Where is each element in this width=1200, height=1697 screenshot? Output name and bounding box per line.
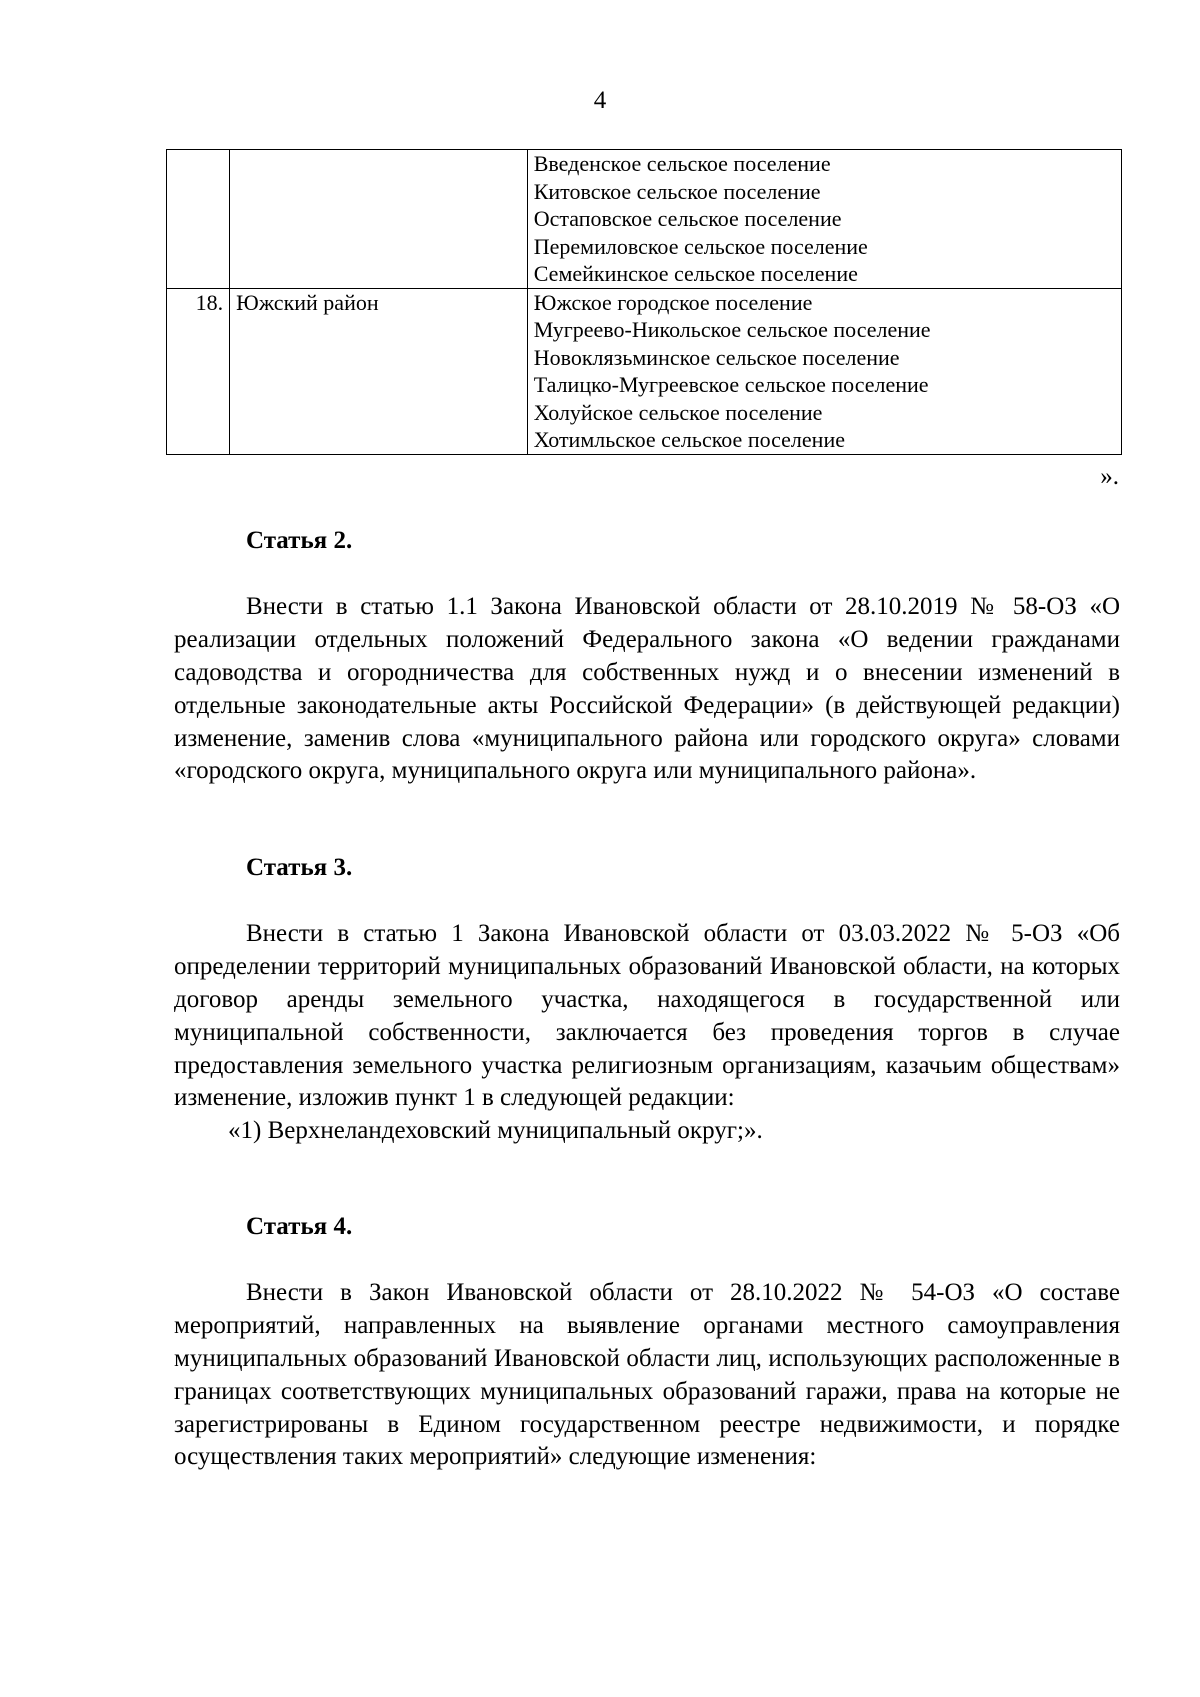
table-row [167,288,1122,454]
settlement-item: Холуйское сельское поселение [533,399,823,425]
article-heading: Статья 3. [246,854,353,881]
settlements-cell [527,150,1121,289]
district-cell [230,150,528,289]
settlement-item: Талицко-Мугреевское сельское поселение [533,372,929,397]
settlement-item: Перемиловское сельское поселение [533,233,868,259]
article-body: Внести в Закон Ивановской области от 28.10.2022 № 54-ОЗ «О составе мероприятий, направленных на выявление органами местного самоуправления муниципальных образований Ивановской области лиц, использующих расположенные в границах соответствующих муниципальных образований гаражи, права на которые не зарегистрированы в Едином государственном реестре недвижимости, и порядке осуществления таких мероприятий» следующие изменения: [174,1278,1120,1471]
settlement-item: Остаповское сельское поселение [533,206,842,231]
article-4 [174,1211,1120,1474]
table-row [167,150,1122,289]
page-number: 4 [593,87,607,114]
article-3 [174,852,1120,1148]
settlement-item: Новоклязьминское сельское поселение [533,344,900,370]
row-number-cell: 18. [167,288,230,454]
article-body: Внести в статью 1 Закона Ивановской области от 03.03.2022 № 5-ОЗ «Об определении территорий муниципальных образований Ивановской области, на которых договор аренды земельного участка, находящегося в государственной или муниципальной собственности, заключается без проведения торгов в случае предоставления земельного участка религиозным организациям, казачьим обществам» изменение, изложив пункт 1 в следующей редакции: [174,919,1120,1112]
article-body: Внести в статью 1.1 Закона Ивановской области от 28.10.2019 № 58-ОЗ «О реализации отдельных положений Федерального закона «О ведении гражданами садоводства и огородничества для собственных нужд и о внесении изменений в отдельные законодательные акты Российской Федерации» (в действующей редакции) изменение, заменив слова «муниципального района или городского округа» словами «городского округа, муниципального округа или муниципального района». [174,592,1120,785]
settlement-item: Хотимльское сельское поселение [533,427,845,452]
settlement-item: Китовское сельское поселение [533,178,821,204]
settlement-item: Семейкинское сельское поселение [533,261,858,286]
settlements-table [166,149,1122,455]
article-heading: Статья 2. [246,527,353,554]
quoted-item: «1) Верхнеландеховский муниципальный округ;». [228,1117,763,1145]
settlement-item: Введенское сельское поселение [533,151,831,176]
article-heading: Статья 4. [246,1213,353,1240]
settlement-item: Мугреево-Никольское сельское поселение [533,317,931,342]
article-2 [174,525,1120,788]
closing-quote: ». [1100,463,1119,490]
settlement-item: Южское городское поселение [533,289,813,315]
row-number-cell [167,150,230,289]
settlements-cell [527,288,1121,454]
district-cell: Южский район [230,288,528,454]
